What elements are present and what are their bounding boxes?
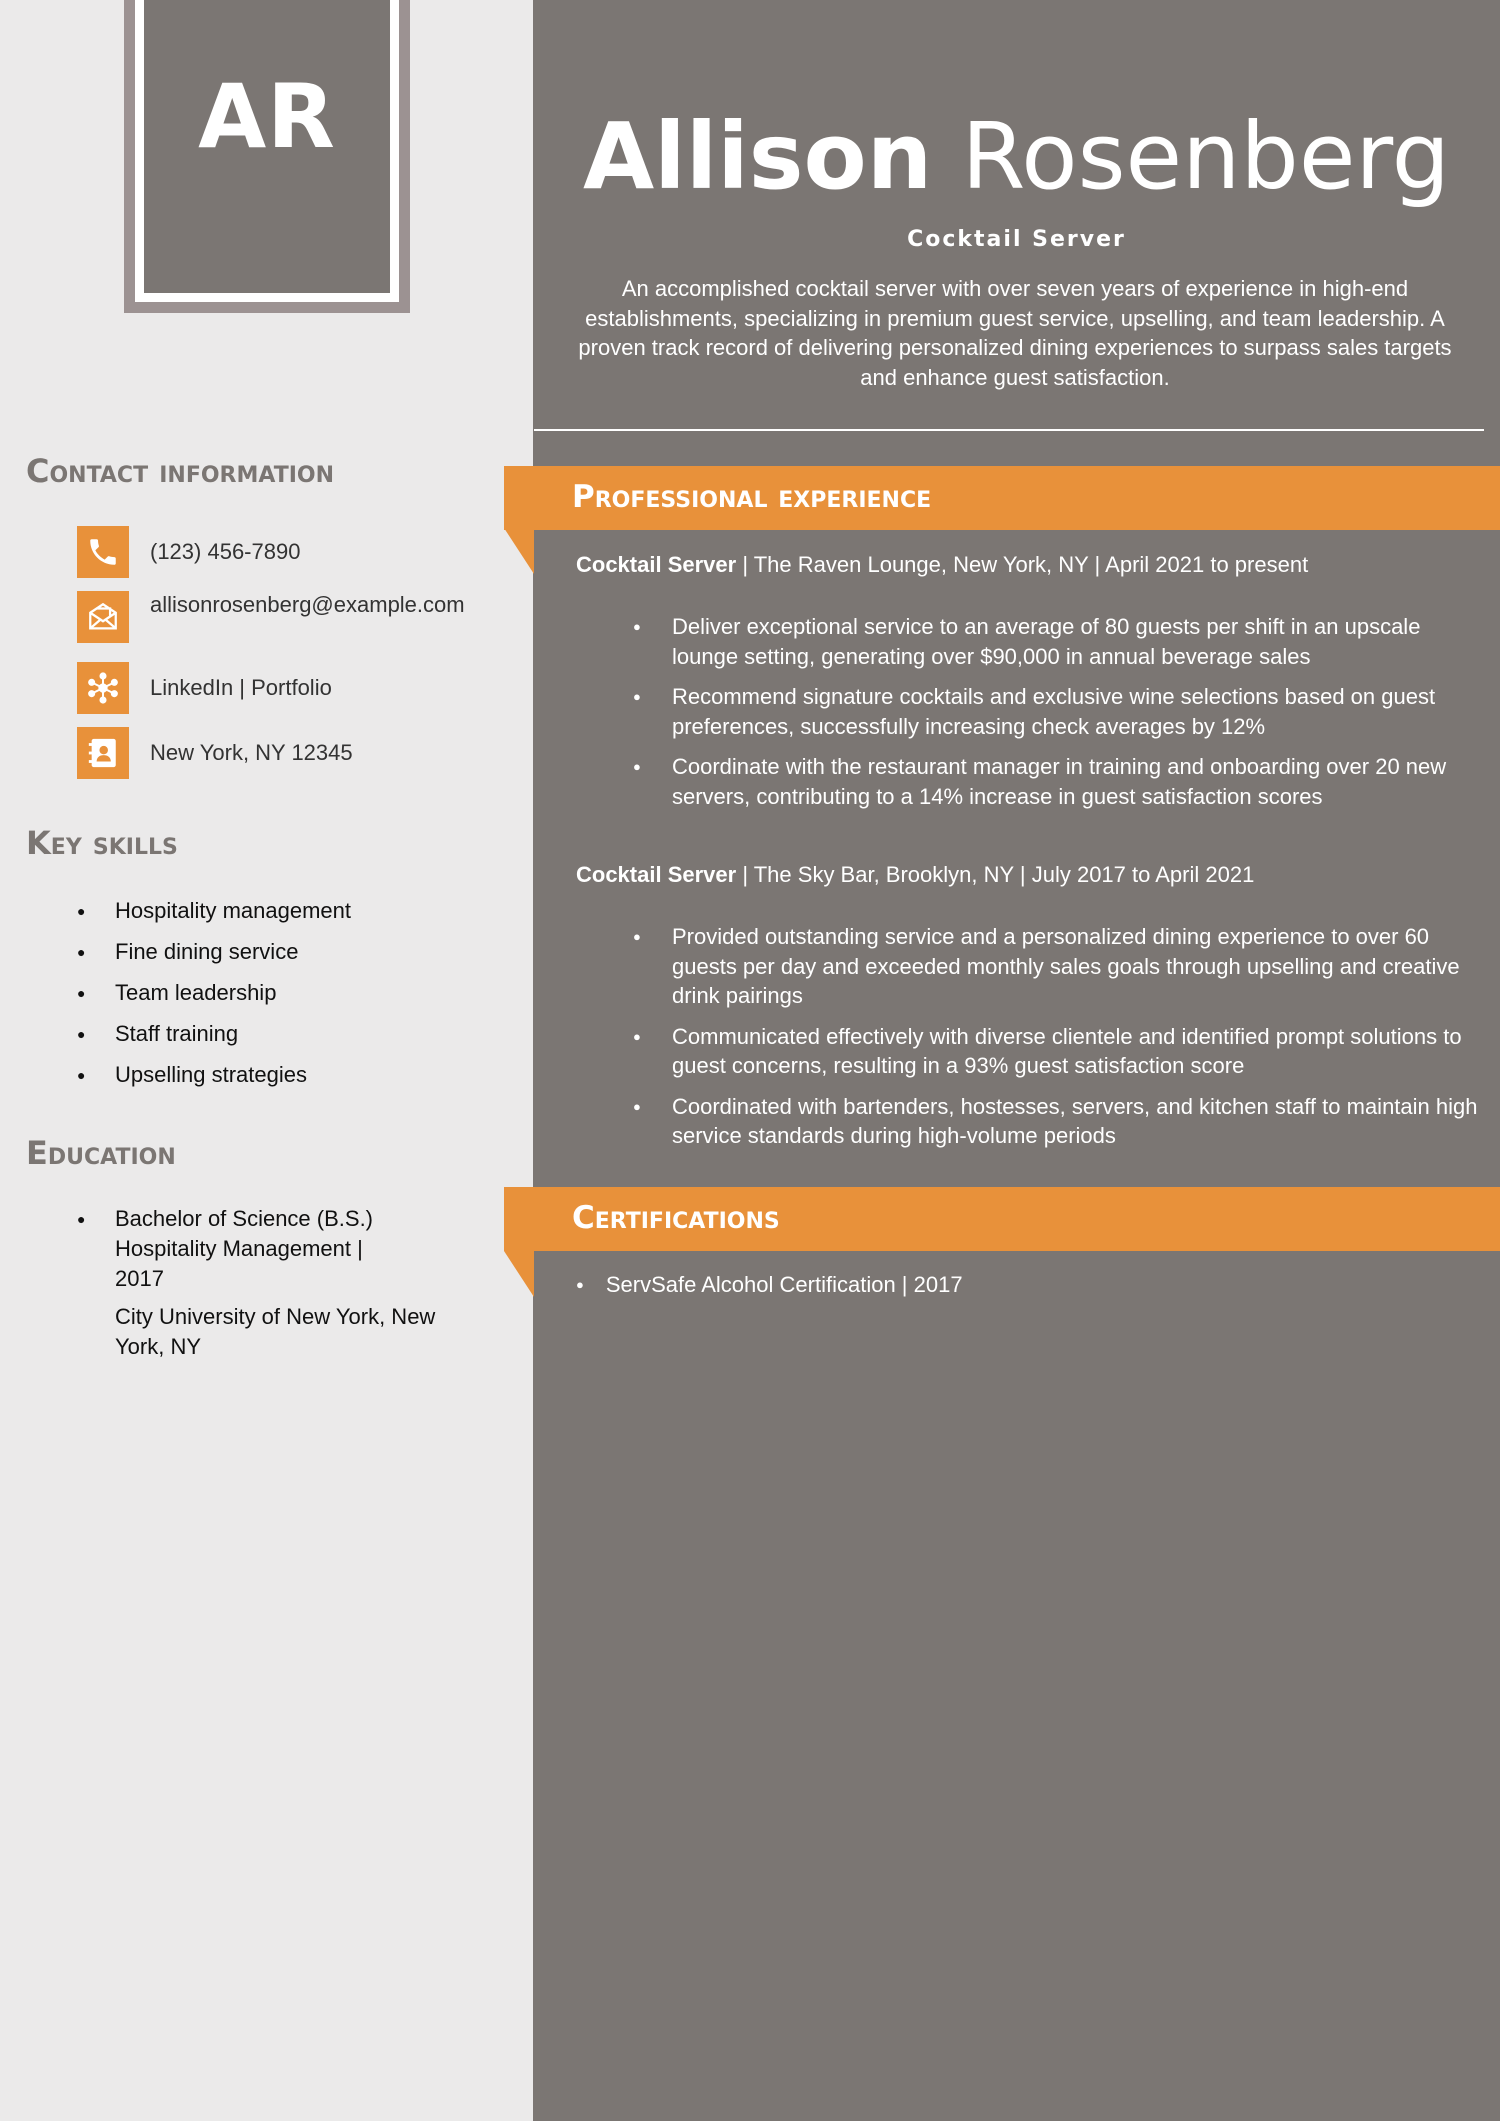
skill-item: ● Upselling strategies (77, 1060, 351, 1090)
certifications-heading: Certifications (572, 1200, 780, 1236)
skill-item: ● Hospitality management (77, 896, 351, 926)
last-name: Rosenberg (961, 103, 1451, 210)
skills-list (77, 896, 351, 1101)
monogram-frame (124, 0, 410, 313)
full-name (533, 102, 1500, 212)
experience-band (504, 466, 1500, 530)
contact-heading: Contact information (26, 452, 335, 490)
job-role: Cocktail Server (576, 862, 737, 887)
job-bullet: ● Communicated effectively with diverse clientele and identified prompt solutions to guest concerns, resulting in a 93% guest satisfaction score (633, 1022, 1483, 1081)
monogram: AR (198, 65, 336, 168)
job-bullet: ● Provided outstanding service and a personalized dining experience to over 60 guests per day and exceeded monthly sales goals through upselling and creative drink pairings (633, 922, 1483, 1011)
job-bullets (633, 612, 1483, 822)
skill-item: ● Fine dining service (77, 937, 351, 967)
experience-heading: Professional experience (572, 479, 932, 515)
job-header (576, 552, 1476, 578)
phone-icon (77, 526, 129, 578)
contact-links-text[interactable]: LinkedIn | Portfolio (150, 675, 332, 700)
first-name: Allison (582, 103, 933, 210)
contact-email-text[interactable]: allisonrosenberg@example.com (150, 592, 465, 617)
education-school: City University of New York, New York, NY (115, 1304, 436, 1359)
job-bullet: ● Coordinated with bartenders, hostesses, servers, and kitchen staff to maintain high service standards during high-volume periods (633, 1092, 1483, 1151)
monogram-box (135, 0, 399, 302)
certification-text: ServSafe Alcohol Certification | 2017 (605, 1272, 963, 1297)
divider (534, 429, 1484, 431)
job-details: | The Raven Lounge, New York, NY | April 2021 to present (736, 552, 1309, 577)
bullet-icon: ● (576, 1277, 584, 1292)
job-bullets (633, 922, 1483, 1162)
contact-address-text: New York, NY 12345 (150, 740, 353, 765)
network-icon (77, 662, 129, 714)
contact-phone-text: (123) 456-7890 (150, 539, 301, 564)
contact-links (77, 662, 497, 714)
job-header (576, 862, 1476, 888)
certification-item (576, 1272, 963, 1298)
education-heading: Education (26, 1134, 176, 1172)
contact-phone (77, 526, 497, 578)
experience-band-fold (504, 528, 534, 574)
skill-item: ● Staff training (77, 1019, 351, 1049)
education-list (77, 1204, 487, 1294)
job-details: | The Sky Bar, Brooklyn, NY | July 2017 to April 2021 (736, 862, 1255, 887)
education-degree: ● Bachelor of Science (B.S.) Hospitality Management | 2017 (77, 1204, 415, 1294)
skill-item: ● Team leadership (77, 978, 351, 1008)
skills-heading: Key skills (26, 824, 178, 862)
job-bullet: ● Recommend signature cocktails and exclusive wine selections based on guest preferences, successfully increasing check averages by 12% (633, 682, 1483, 741)
contact-email (77, 591, 497, 649)
contact-list (77, 526, 497, 792)
email-icon (77, 591, 129, 643)
contact-address (77, 727, 497, 779)
certifications-band (504, 1187, 1500, 1251)
job-title: Cocktail Server (907, 227, 1126, 252)
address-card-icon (77, 727, 129, 779)
job-bullet: ● Deliver exceptional service to an average of 80 guests per shift in an upscale lounge setting, generating over $90,000 in annual beverage sales (633, 612, 1483, 671)
job-role: Cocktail Server (576, 552, 737, 577)
certifications-band-fold (504, 1251, 534, 1297)
job-bullet: ● Coordinate with the restaurant manager in training and onboarding over 20 new servers, contributing to a 14% increase in guest satisfaction scores (633, 752, 1483, 811)
summary: An accomplished cocktail server with over seven years of experience in high-end establishments, specializing in premium guest service, upselling, and team leadership. A proven track record of delivering personalized dining experiences to surpass sales targets and enhance guest satisfaction. (578, 276, 1452, 390)
